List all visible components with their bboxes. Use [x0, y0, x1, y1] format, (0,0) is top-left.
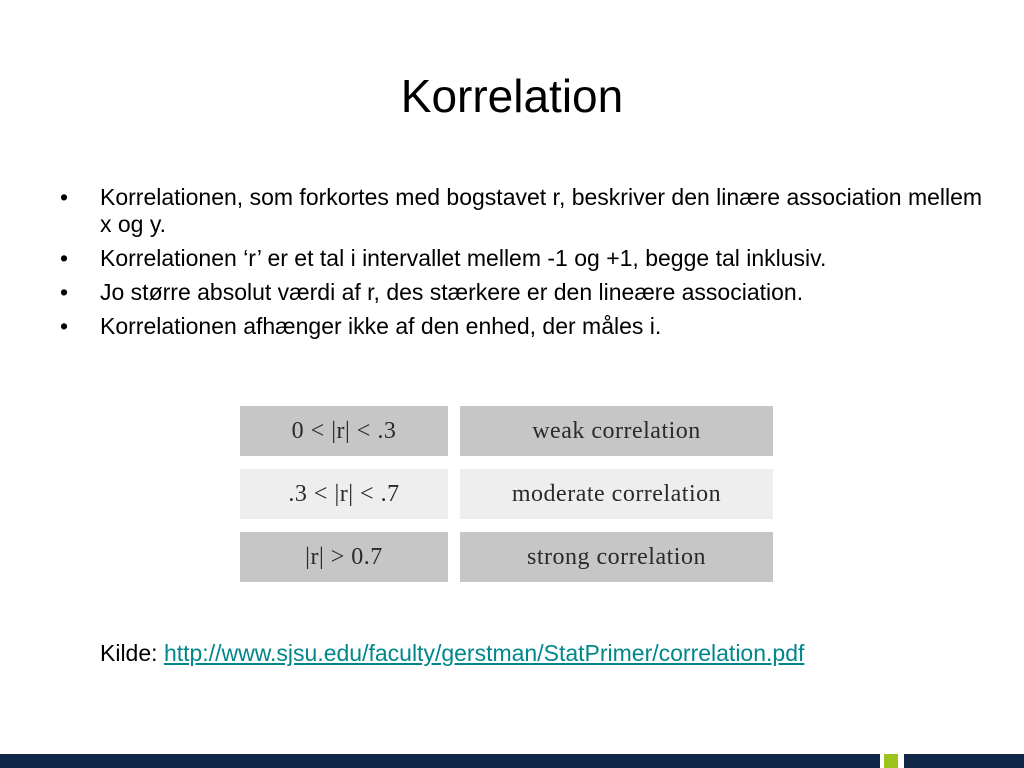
bullet-marker: • [60, 184, 69, 210]
bullet-marker: • [60, 245, 69, 271]
footer-separator [898, 754, 904, 768]
bullet-marker: • [60, 279, 69, 305]
label-cell-moderate: moderate correlation [460, 469, 773, 519]
source-prefix: Kilde: [100, 640, 164, 666]
bullet-text: Jo større absolut værdi af r, des stærkere er den lineære association. [100, 279, 804, 305]
bullet-item [58, 279, 988, 306]
range-cell-strong: |r| > 0.7 [240, 532, 448, 582]
bullet-list [58, 184, 988, 347]
bullet-item [58, 313, 988, 340]
bullet-item [58, 184, 988, 238]
bullet-text: Korrelationen ‘r’ er et tal i intervallet mellem -1 og +1, begge tal inklusiv. [100, 245, 827, 271]
footer-bar [0, 754, 1024, 768]
range-cell-weak: 0 < |r| < .3 [240, 406, 448, 456]
slide-title: Korrelation [400, 70, 624, 122]
range-cell-moderate: .3 < |r| < .7 [240, 469, 448, 519]
label-cell-weak: weak correlation [460, 406, 773, 456]
bullet-item [58, 245, 988, 272]
bullet-marker: • [60, 313, 69, 339]
label-cell-strong: strong correlation [460, 532, 773, 582]
bullet-text: Korrelationen afhænger ikke af den enhed, der måles i. [100, 313, 662, 339]
bullet-text: Korrelationen, som forkortes med bogstavet r, beskriver den linære association mellem x og y. [100, 184, 983, 237]
source-link[interactable]: http://www.sjsu.edu/faculty/gerstman/StatPrimer/correlation.pdf [163, 640, 805, 666]
source-citation [100, 638, 804, 668]
footer-accent-square [884, 754, 898, 768]
correlation-strength-table [240, 406, 773, 582]
